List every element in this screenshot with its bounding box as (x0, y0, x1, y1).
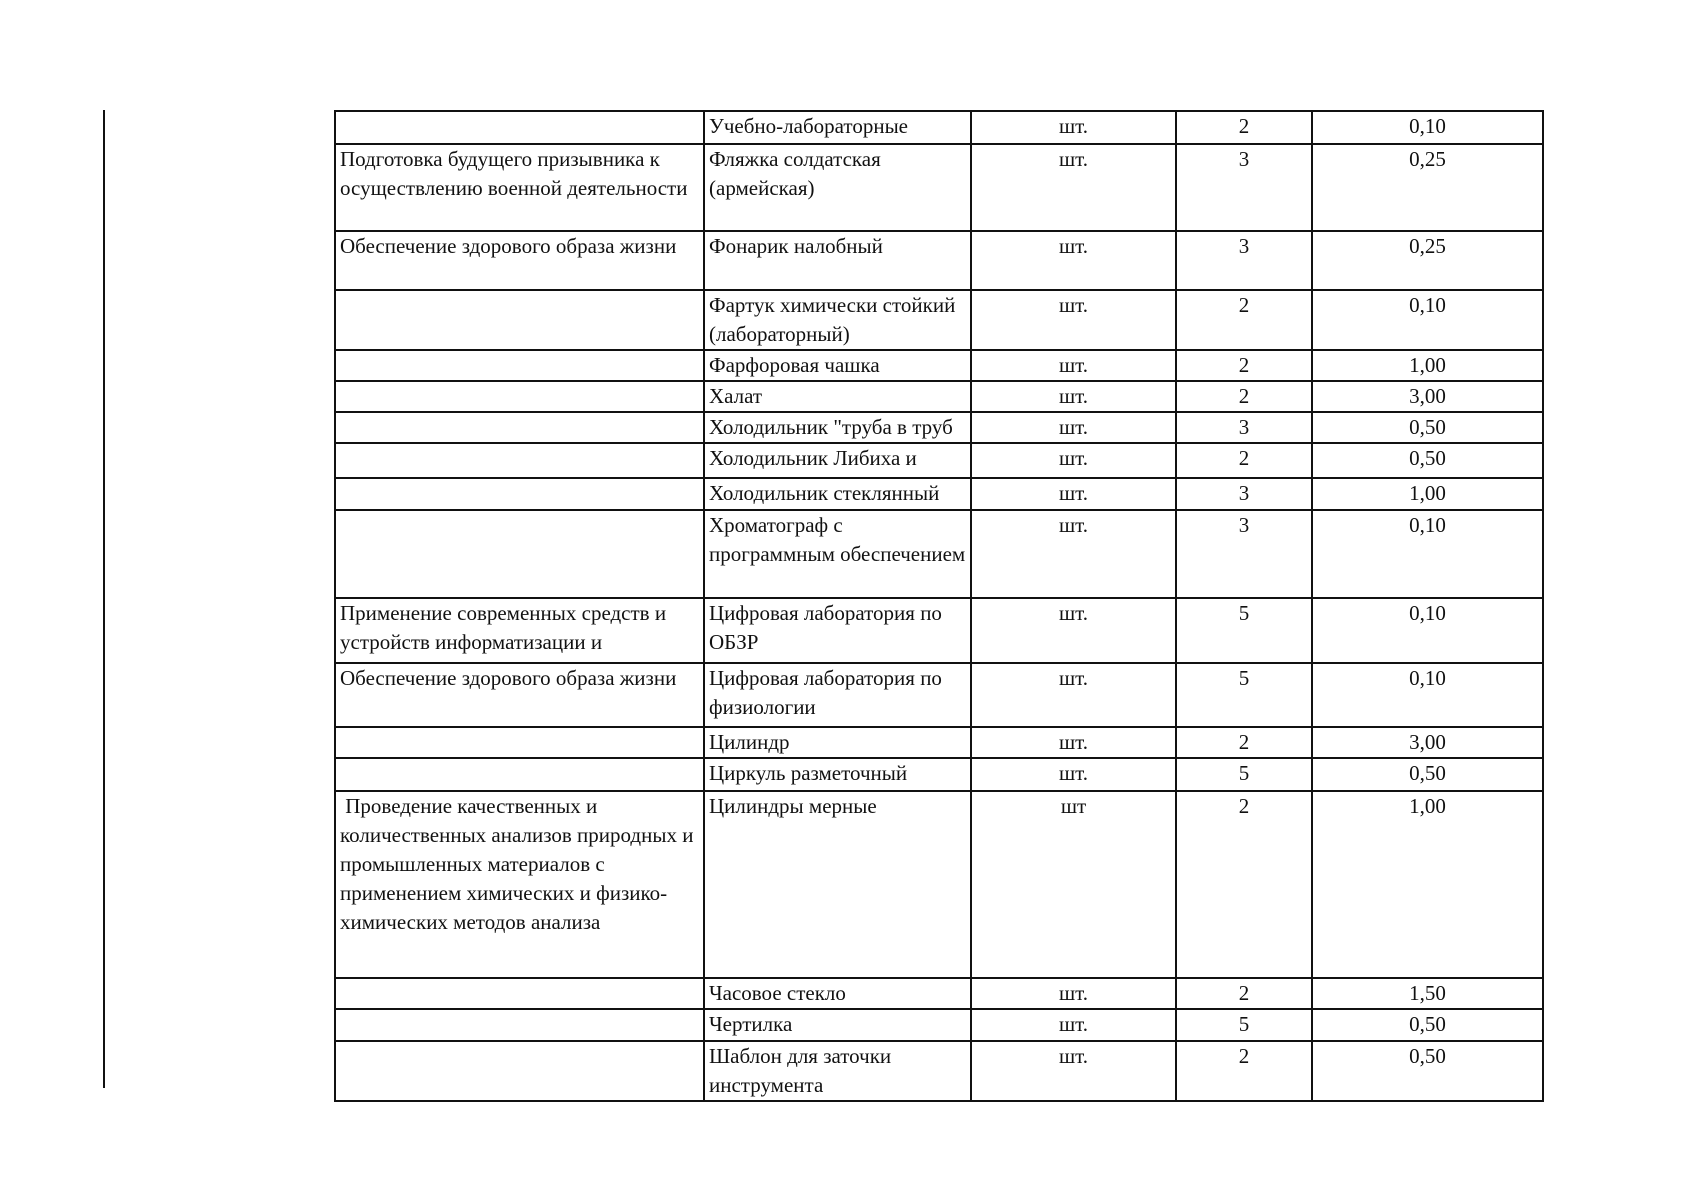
table-row (335, 758, 1543, 791)
table-row (335, 111, 1543, 144)
item-cell: Холодильник стеклянный (704, 478, 971, 510)
section-cell (335, 1041, 704, 1101)
equipment-table (334, 110, 1544, 1102)
qty-cell: 5 (1176, 598, 1312, 663)
table-row (335, 1041, 1543, 1101)
value-cell: 1,00 (1312, 478, 1543, 510)
item-cell: Фарфоровая чашка (704, 350, 971, 381)
table-row (335, 144, 1543, 231)
section-cell: Проведение качественных и количественных анализов природных и промышленных материалов с применением химических и физико-химических методов анализа (335, 791, 704, 978)
section-cell (335, 978, 704, 1009)
item-cell: Фартук химически стойкий (лабораторный) (704, 290, 971, 350)
section-cell: Применение современных средств и устройств информатизации и (335, 598, 704, 663)
value-cell: 0,50 (1312, 443, 1543, 478)
qty-cell: 2 (1176, 1041, 1312, 1101)
item-cell: Шаблон для заточки инструмента (704, 1041, 971, 1101)
section-cell (335, 727, 704, 758)
value-cell: 3,00 (1312, 727, 1543, 758)
qty-cell: 3 (1176, 510, 1312, 598)
table-row (335, 663, 1543, 727)
qty-cell: 3 (1176, 231, 1312, 290)
table-row (335, 978, 1543, 1009)
value-cell: 1,00 (1312, 791, 1543, 978)
item-cell: Часовое стекло (704, 978, 971, 1009)
item-cell: Чертилка (704, 1009, 971, 1041)
value-cell: 0,10 (1312, 663, 1543, 727)
unit-cell: шт. (971, 663, 1176, 727)
section-cell (335, 478, 704, 510)
unit-cell: шт. (971, 727, 1176, 758)
value-cell: 0,50 (1312, 1041, 1543, 1101)
unit-cell: шт. (971, 144, 1176, 231)
qty-cell: 3 (1176, 412, 1312, 443)
item-cell: Фляжка солдатская (армейская) (704, 144, 971, 231)
section-cell (335, 290, 704, 350)
item-cell: Хроматограф с программным обеспечением (704, 510, 971, 598)
section-cell: Обеспечение здорового образа жизни (335, 231, 704, 290)
item-cell: Цилиндры мерные (704, 791, 971, 978)
item-cell: Фонарик налобный (704, 231, 971, 290)
table-row (335, 381, 1543, 412)
value-cell: 0,25 (1312, 231, 1543, 290)
qty-cell: 2 (1176, 978, 1312, 1009)
value-cell: 0,10 (1312, 510, 1543, 598)
qty-cell: 2 (1176, 290, 1312, 350)
table-row (335, 791, 1543, 978)
unit-cell: шт. (971, 978, 1176, 1009)
value-cell: 0,10 (1312, 290, 1543, 350)
unit-cell: шт. (971, 381, 1176, 412)
value-cell: 0,10 (1312, 598, 1543, 663)
unit-cell: шт. (971, 510, 1176, 598)
qty-cell: 2 (1176, 381, 1312, 412)
qty-cell: 3 (1176, 478, 1312, 510)
unit-cell: шт. (971, 1009, 1176, 1041)
value-cell: 1,00 (1312, 350, 1543, 381)
item-cell: Холодильник Либиха и (704, 443, 971, 478)
unit-cell: шт. (971, 443, 1176, 478)
table-row (335, 510, 1543, 598)
qty-cell: 2 (1176, 791, 1312, 978)
table-row (335, 412, 1543, 443)
qty-cell: 2 (1176, 443, 1312, 478)
unit-cell: шт. (971, 350, 1176, 381)
section-cell (335, 412, 704, 443)
section-cell (335, 510, 704, 598)
qty-cell: 3 (1176, 144, 1312, 231)
unit-cell: шт. (971, 290, 1176, 350)
item-cell: Цифровая лаборатория по физиологии (704, 663, 971, 727)
unit-cell: шт. (971, 478, 1176, 510)
value-cell: 0,10 (1312, 111, 1543, 144)
left-margin-line (103, 110, 105, 1088)
unit-cell: шт. (971, 598, 1176, 663)
table-row (335, 443, 1543, 478)
qty-cell: 2 (1176, 727, 1312, 758)
item-cell: Холодильник "труба в труб (704, 412, 971, 443)
qty-cell: 5 (1176, 758, 1312, 791)
table-row (335, 727, 1543, 758)
table-row (335, 231, 1543, 290)
unit-cell: шт. (971, 412, 1176, 443)
unit-cell: шт (971, 791, 1176, 978)
section-cell: Обеспечение здорового образа жизни (335, 663, 704, 727)
section-cell (335, 443, 704, 478)
unit-cell: шт. (971, 1041, 1176, 1101)
value-cell: 0,50 (1312, 412, 1543, 443)
item-cell: Циркуль разметочный (704, 758, 971, 791)
value-cell: 0,25 (1312, 144, 1543, 231)
qty-cell: 2 (1176, 111, 1312, 144)
table-row (335, 350, 1543, 381)
table-row (335, 1009, 1543, 1041)
value-cell: 0,50 (1312, 758, 1543, 791)
unit-cell: шт. (971, 231, 1176, 290)
value-cell: 3,00 (1312, 381, 1543, 412)
value-cell: 0,50 (1312, 1009, 1543, 1041)
section-cell: Подготовка будущего призывника к осуществлению военной деятельности (335, 144, 704, 231)
unit-cell: шт. (971, 758, 1176, 791)
item-cell: Цилиндр (704, 727, 971, 758)
section-cell (335, 758, 704, 791)
table-row (335, 478, 1543, 510)
table-row (335, 598, 1543, 663)
qty-cell: 5 (1176, 663, 1312, 727)
table-row (335, 290, 1543, 350)
item-cell: Цифровая лаборатория по ОБЗР (704, 598, 971, 663)
unit-cell: шт. (971, 111, 1176, 144)
item-cell: Халат (704, 381, 971, 412)
section-cell (335, 111, 704, 144)
qty-cell: 2 (1176, 350, 1312, 381)
section-cell (335, 1009, 704, 1041)
section-cell (335, 381, 704, 412)
section-cell (335, 350, 704, 381)
qty-cell: 5 (1176, 1009, 1312, 1041)
item-cell: Учебно-лабораторные (704, 111, 971, 144)
value-cell: 1,50 (1312, 978, 1543, 1009)
